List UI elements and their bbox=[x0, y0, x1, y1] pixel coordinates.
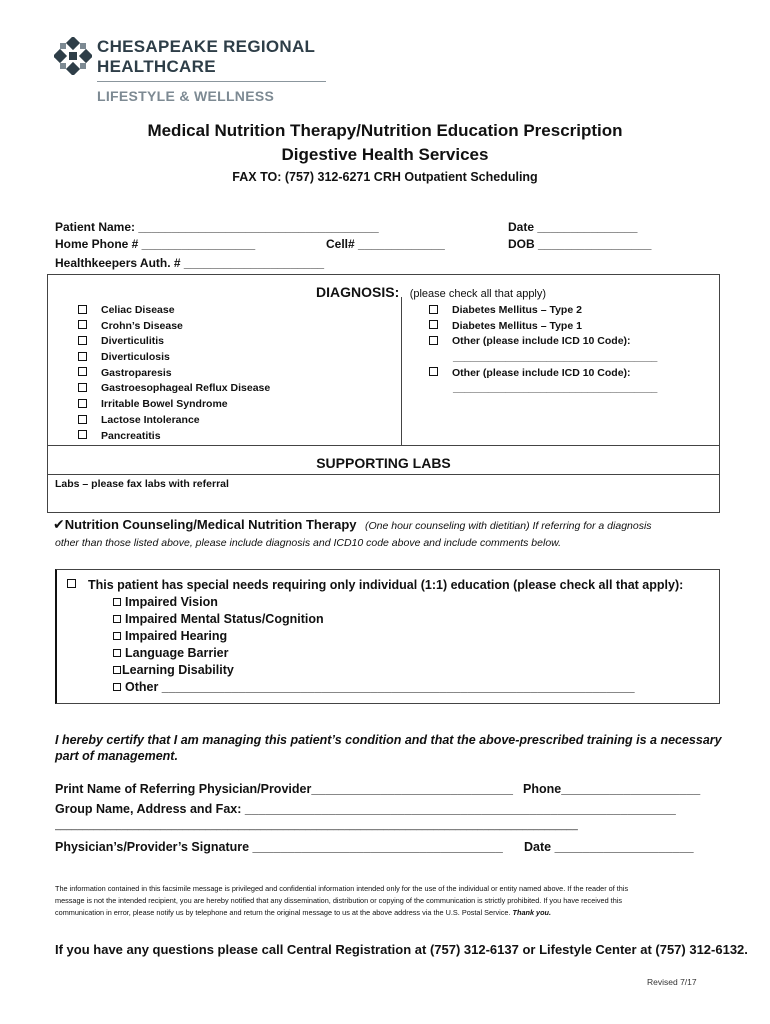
counseling-desc-line2: other than those listed above, please include diagnosis and ICD10 code above and include comments below. bbox=[55, 537, 562, 549]
checkbox-icon[interactable] bbox=[429, 320, 438, 329]
checkbox-icon[interactable] bbox=[78, 430, 87, 439]
special-needs-list bbox=[113, 594, 635, 696]
fax-line: FAX TO: (757) 312-6271 CRH Outpatient Scheduling bbox=[232, 170, 538, 184]
disclaimer-line2: message is not the intended recipient, you are hereby notified that any dissemination, distribution or copying of the communication is strictly prohibited. If you have received this bbox=[55, 896, 623, 905]
dx-item-other-2[interactable]: Other (please include ICD 10 Code): bbox=[429, 366, 657, 382]
diagnosis-divider bbox=[401, 297, 402, 446]
labs-heading: SUPPORTING LABS bbox=[316, 455, 451, 471]
cell-field[interactable]: Cell# _____________ bbox=[326, 237, 445, 251]
logo-name-line2: HEALTHCARE bbox=[97, 57, 216, 76]
diagnosis-right-list bbox=[429, 303, 657, 397]
group-name-field[interactable]: Group Name, Address and Fax: ______________________________________________________________ bbox=[55, 802, 676, 816]
dx-item-lactose[interactable]: Lactose Intolerance bbox=[78, 413, 270, 429]
checkbox-icon[interactable] bbox=[78, 352, 87, 361]
dx-item-other-1[interactable]: Other (please include ICD 10 Code): bbox=[429, 334, 657, 350]
dx-item-celiac[interactable]: Celiac Disease bbox=[78, 303, 270, 319]
dob-field[interactable]: DOB _________________ bbox=[508, 237, 652, 251]
sn-item-other[interactable]: Other ____________________________________________________________________ bbox=[113, 679, 635, 696]
disclaimer bbox=[55, 883, 720, 919]
checkbox-icon[interactable] bbox=[429, 367, 438, 376]
print-name-field[interactable]: Print Name of Referring Physician/Provider_____________________________ bbox=[55, 782, 513, 796]
checkbox-icon[interactable] bbox=[78, 336, 87, 345]
dx-item-diabetes-type2[interactable]: Diabetes Mellitus – Type 2 bbox=[429, 303, 657, 319]
dx-item-crohns[interactable]: Crohn’s Disease bbox=[78, 319, 270, 335]
labs-note: Labs – please fax labs with referral bbox=[55, 478, 229, 490]
checkbox-icon[interactable] bbox=[429, 305, 438, 314]
checkbox-icon[interactable] bbox=[113, 649, 121, 657]
logo-mark bbox=[54, 37, 92, 75]
signature-field[interactable]: Physician’s/Provider’s Signature ____________________________________ bbox=[55, 840, 503, 854]
dx-item-gerd[interactable]: Gastroesophageal Reflux Disease bbox=[78, 381, 270, 397]
diagnosis-left-list bbox=[78, 303, 270, 444]
sn-item-impaired-mental[interactable]: Impaired Mental Status/Cognition bbox=[113, 611, 635, 628]
special-needs-statement: This patient has special needs requiring only individual (1:1) education (please check all that apply): bbox=[88, 578, 684, 592]
icd-code-line-1[interactable]: ___________________________________ bbox=[453, 351, 658, 364]
signature-date-field[interactable]: Date ____________________ bbox=[524, 840, 694, 854]
logo-name-line1: CHESAPEAKE REGIONAL bbox=[97, 37, 316, 56]
certification-line2: part of management. bbox=[55, 749, 178, 763]
special-needs-statement-row[interactable] bbox=[67, 576, 683, 594]
checkbox-icon[interactable] bbox=[78, 383, 87, 392]
diagnosis-section bbox=[47, 274, 720, 446]
checkbox-icon[interactable] bbox=[113, 598, 121, 606]
form-subtitle: Digestive Health Services bbox=[281, 145, 489, 164]
checkbox-icon[interactable] bbox=[78, 320, 87, 329]
diagnosis-hint: (please check all that apply) bbox=[409, 288, 547, 300]
diagnosis-heading-row bbox=[316, 284, 546, 302]
dx-item-diabetes-type1[interactable]: Diabetes Mellitus – Type 1 bbox=[429, 319, 657, 335]
dx-item-gastroparesis[interactable]: Gastroparesis bbox=[78, 366, 270, 382]
checkbox-icon[interactable] bbox=[78, 415, 87, 424]
counseling-title: Nutrition Counseling/Medical Nutrition Therapy bbox=[64, 517, 357, 532]
special-needs-section bbox=[55, 569, 720, 704]
address-blank-line[interactable]: ______________________________________________________________________________________________ bbox=[55, 820, 578, 831]
date-field[interactable]: Date _______________ bbox=[508, 220, 638, 234]
phone-field[interactable]: Phone____________________ bbox=[523, 782, 701, 796]
certification-line1: I hereby certify that I am managing this patient’s condition and that the above-prescribed training is a necessary bbox=[55, 733, 722, 747]
diagnosis-heading: DIAGNOSIS: bbox=[316, 284, 400, 300]
checkbox-icon[interactable] bbox=[113, 632, 121, 640]
disclaimer-line1: The information contained in this facsimile message is privileged and confidential information intended only for the use of the individual or entity named above. If the reader of this bbox=[55, 884, 629, 893]
checkmark-icon[interactable]: ✔ bbox=[53, 516, 65, 532]
disclaimer-thanks: Thank you. bbox=[512, 908, 552, 917]
checkbox-icon[interactable] bbox=[67, 579, 76, 588]
logo-cross-icon bbox=[54, 37, 92, 75]
counseling-desc-line1: (One hour counseling with dietitian) If referring for a diagnosis bbox=[364, 520, 652, 532]
dx-item-diverticulitis[interactable]: Diverticulitis bbox=[78, 334, 270, 350]
counseling-row[interactable] bbox=[53, 516, 652, 534]
dx-item-diverticulosis[interactable]: Diverticulosis bbox=[78, 350, 270, 366]
form-title: Medical Nutrition Therapy/Nutrition Education Prescription bbox=[147, 121, 623, 140]
dx-item-ibs[interactable]: Irritable Bowel Syndrome bbox=[78, 397, 270, 413]
sn-item-language-barrier[interactable]: Language Barrier bbox=[113, 645, 635, 662]
icd-code-line-2[interactable]: ___________________________________ bbox=[453, 382, 658, 395]
sn-item-learning-disability[interactable]: Learning Disability bbox=[113, 662, 635, 679]
logo-tagline: LIFESTYLE & WELLNESS bbox=[97, 88, 275, 104]
patient-name-field[interactable]: Patient Name: ____________________________________ bbox=[55, 220, 379, 234]
checkbox-icon[interactable] bbox=[113, 683, 121, 691]
checkbox-icon[interactable] bbox=[429, 336, 438, 345]
questions-line: If you have any questions please call Central Registration at (757) 312-6137 or Lifestyle Center at (757) 312-6132. bbox=[55, 942, 748, 957]
labs-section bbox=[47, 445, 720, 513]
checkbox-icon[interactable] bbox=[78, 367, 87, 376]
logo-divider bbox=[97, 81, 326, 82]
revision-label: Revised 7/17 bbox=[647, 977, 697, 987]
checkbox-icon[interactable] bbox=[113, 666, 121, 674]
checkbox-icon[interactable] bbox=[78, 399, 87, 408]
disclaimer-line3: communication in error, please notify us by telephone and return the original message to us at the above address via the U.S. Postal Service. bbox=[55, 908, 511, 917]
sn-item-impaired-vision[interactable]: Impaired Vision bbox=[113, 594, 635, 611]
labs-divider bbox=[48, 474, 719, 475]
checkbox-icon[interactable] bbox=[113, 615, 121, 623]
sn-item-impaired-hearing[interactable]: Impaired Hearing bbox=[113, 628, 635, 645]
home-phone-field[interactable]: Home Phone # _________________ bbox=[55, 237, 256, 251]
dx-item-pancreatitis[interactable]: Pancreatitis bbox=[78, 429, 270, 445]
healthkeepers-auth-field[interactable]: Healthkeepers Auth. # _____________________ bbox=[55, 256, 325, 270]
checkbox-icon[interactable] bbox=[78, 305, 87, 314]
